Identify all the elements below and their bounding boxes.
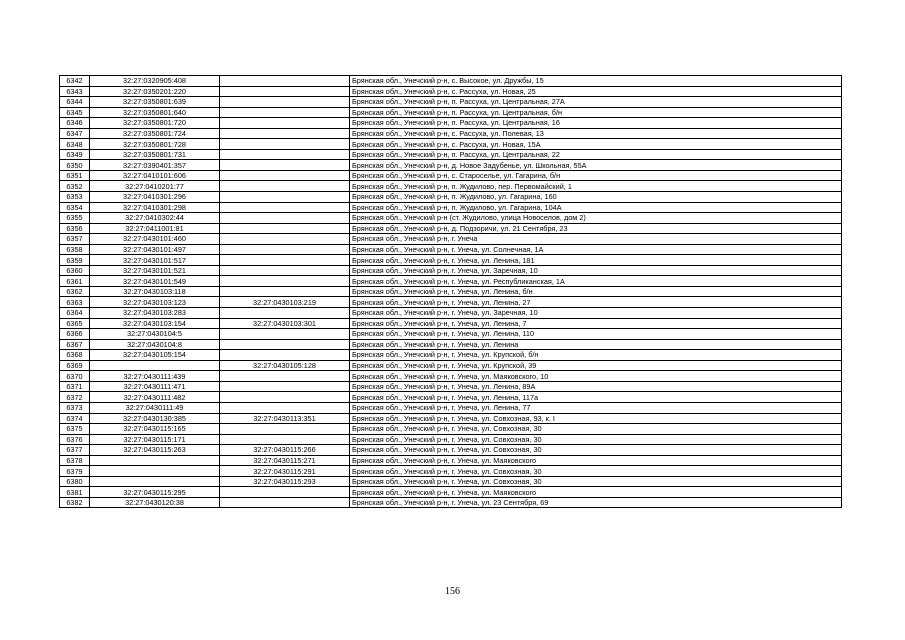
table-row: [60, 476, 842, 487]
parent-cadastral-number-cell: 32:27:0430115:271: [220, 455, 350, 466]
table-row: [60, 339, 842, 350]
parent-cadastral-number-cell: [220, 149, 350, 160]
row-number-cell: 6346: [60, 118, 90, 129]
address-cell: Брянская обл., Унечский р-н, г. Унеча, ул. Ленина, 89А: [350, 381, 842, 392]
row-number-cell: 6371: [60, 381, 90, 392]
row-number-cell: 6368: [60, 350, 90, 361]
row-number-cell: 6381: [60, 487, 90, 498]
table-row: [60, 118, 842, 129]
row-number-cell: 6356: [60, 223, 90, 234]
parent-cadastral-number-cell: [220, 350, 350, 361]
table-row: [60, 318, 842, 329]
cadastral-number-cell: 32:27:0350801:728: [90, 139, 220, 150]
address-cell: Брянская обл., Унечский р-н, г. Унеча, ул. Солнечная, 1А: [350, 244, 842, 255]
parent-cadastral-number-cell: [220, 392, 350, 403]
table-row: [60, 424, 842, 435]
parent-cadastral-number-cell: [220, 86, 350, 97]
cadastral-number-cell: [90, 466, 220, 477]
row-number-cell: 6359: [60, 255, 90, 266]
parent-cadastral-number-cell: [220, 118, 350, 129]
table-row: [60, 466, 842, 477]
cadastral-number-cell: 32:27:0410101:606: [90, 170, 220, 181]
table-row: [60, 371, 842, 382]
cadastral-number-cell: 32:27:0390401:357: [90, 160, 220, 171]
table-row: [60, 128, 842, 139]
cadastral-number-cell: [90, 455, 220, 466]
parent-cadastral-number-cell: [220, 107, 350, 118]
table-row: [60, 255, 842, 266]
row-number-cell: 6372: [60, 392, 90, 403]
address-cell: Брянская обл., Унечский р-н, г. Унеча: [350, 234, 842, 245]
row-number-cell: 6380: [60, 476, 90, 487]
table-row: [60, 170, 842, 181]
parent-cadastral-number-cell: [220, 339, 350, 350]
row-number-cell: 6347: [60, 128, 90, 139]
table-row: [60, 213, 842, 224]
address-cell: Брянская обл., Унечский р-н, г. Унеча, ул. Совхозная, 30: [350, 466, 842, 477]
address-cell: Брянская обл., Унечский р-н, с. Рассуха, ул. Полевая, 13: [350, 128, 842, 139]
address-cell: Брянская обл., Унечский р-н, г. Унеча, ул. Ленина, 7: [350, 318, 842, 329]
cadastral-number-cell: 32:27:0430115:295: [90, 487, 220, 498]
table-row: [60, 139, 842, 150]
row-number-cell: 6354: [60, 202, 90, 213]
address-cell: Брянская обл., Унечский р-н, г. Унеча, ул. Ленина, 117а: [350, 392, 842, 403]
cadastral-number-cell: 32:27:0320905:408: [90, 76, 220, 87]
address-cell: Брянская обл., Унечский р-н, г. Унеча, ул. Заречная, 10: [350, 265, 842, 276]
address-cell: Брянская обл., Унечский р-н, г. Унеча, ул. Совхозная, 30: [350, 476, 842, 487]
table-row: [60, 350, 842, 361]
address-cell: Брянская обл., Унечский р-н, с. Высокое, ул. Дружбы, 15: [350, 76, 842, 87]
parent-cadastral-number-cell: [220, 434, 350, 445]
address-cell: Брянская обл., Унечский р-н, г. Унеча, ул. Крупской, 39: [350, 360, 842, 371]
row-number-cell: 6350: [60, 160, 90, 171]
cadastral-number-cell: 32:27:0430103:154: [90, 318, 220, 329]
cadastral-number-cell: 32:27:0430101:460: [90, 234, 220, 245]
address-cell: Брянская обл., Унечский р-н, г. Унеча, ул. Совхозная, 30: [350, 434, 842, 445]
table-row: [60, 286, 842, 297]
parent-cadastral-number-cell: 32:27:0430105:128: [220, 360, 350, 371]
page-number: 156: [445, 586, 460, 597]
table-row: [60, 497, 842, 508]
parent-cadastral-number-cell: [220, 265, 350, 276]
table-row: [60, 308, 842, 319]
table-row: [60, 97, 842, 108]
address-cell: Брянская обл., Унечский р-н, п. Жудилово, пер. Первомайский, 1: [350, 181, 842, 192]
table-row: [60, 413, 842, 424]
parent-cadastral-number-cell: [220, 402, 350, 413]
cadastral-number-cell: 32:27:0411001:81: [90, 223, 220, 234]
row-number-cell: 6377: [60, 445, 90, 456]
parent-cadastral-number-cell: 32:27:0430103:219: [220, 297, 350, 308]
parent-cadastral-number-cell: 32:27:0430115:291: [220, 466, 350, 477]
address-cell: Брянская обл., Унечский р-н, с. Рассуха, ул. Новая, 15А: [350, 139, 842, 150]
row-number-cell: 6370: [60, 371, 90, 382]
address-cell: Брянская обл., Унечский р-н, с. Рассуха, ул. Новая, 25: [350, 86, 842, 97]
address-cell: Брянская обл., Унечский р-н, с. Староселье, ул. Гагарина, б/н: [350, 170, 842, 181]
row-number-cell: 6378: [60, 455, 90, 466]
row-number-cell: 6343: [60, 86, 90, 97]
cadastral-number-cell: 32:27:0430105:154: [90, 350, 220, 361]
cadastral-number-cell: [90, 360, 220, 371]
cadastral-number-cell: 32:27:0410301:298: [90, 202, 220, 213]
cadastral-number-cell: 32:27:0350801:731: [90, 149, 220, 160]
parent-cadastral-number-cell: [220, 286, 350, 297]
address-cell: Брянская обл., Унечский р-н, г. Унеча, ул. Крупской, б/н: [350, 350, 842, 361]
address-cell: Брянская обл., Унечский р-н, г. Унеча, ул. Ленина, 181: [350, 255, 842, 266]
row-number-cell: 6362: [60, 286, 90, 297]
parent-cadastral-number-cell: 32:27:0430103:301: [220, 318, 350, 329]
table-row: [60, 381, 842, 392]
cadastral-number-cell: 32:27:0430115:165: [90, 424, 220, 435]
address-cell: Брянская обл., Унечский р-н, п. Жудилово, ул. Гагарина, 104А: [350, 202, 842, 213]
cadastral-number-cell: [90, 476, 220, 487]
cadastral-number-cell: 32:27:0430103:123: [90, 297, 220, 308]
cadastral-number-cell: 32:27:0410302:44: [90, 213, 220, 224]
parent-cadastral-number-cell: [220, 308, 350, 319]
table-row: [60, 149, 842, 160]
parent-cadastral-number-cell: 32:27:0430115:266: [220, 445, 350, 456]
parent-cadastral-number-cell: 32:27:0430113:351: [220, 413, 350, 424]
table-row: [60, 434, 842, 445]
parent-cadastral-number-cell: [220, 128, 350, 139]
address-cell: Брянская обл., Унечский р-н, г. Унеча, ул. Заречная, 10: [350, 308, 842, 319]
parent-cadastral-number-cell: 32:27:0430115:293: [220, 476, 350, 487]
cadastral-number-cell: 32:27:0350801:724: [90, 128, 220, 139]
table-row: [60, 265, 842, 276]
row-number-cell: 6366: [60, 329, 90, 340]
table-row: [60, 297, 842, 308]
address-cell: Брянская обл., Унечский р-н, д. Подзоричи, ул. 21 Сентября, 23: [350, 223, 842, 234]
cadastral-number-cell: 32:27:0430101:517: [90, 255, 220, 266]
table-row: [60, 223, 842, 234]
address-cell: Брянская обл., Унечский р-н, г. Унеча, ул. Маяковского: [350, 487, 842, 498]
row-number-cell: 6357: [60, 234, 90, 245]
property-table: [59, 75, 842, 508]
address-cell: Брянская обл., Унечский р-н, п. Рассуха, ул. Центральная, 27А: [350, 97, 842, 108]
parent-cadastral-number-cell: [220, 234, 350, 245]
parent-cadastral-number-cell: [220, 329, 350, 340]
row-number-cell: 6376: [60, 434, 90, 445]
row-number-cell: 6360: [60, 265, 90, 276]
cadastral-number-cell: 32:27:0430103:118: [90, 286, 220, 297]
table-row: [60, 234, 842, 245]
parent-cadastral-number-cell: [220, 381, 350, 392]
address-cell: Брянская обл., Унечский р-н, г. Унеча, ул. Совхозная, 30: [350, 424, 842, 435]
parent-cadastral-number-cell: [220, 255, 350, 266]
cadastral-number-cell: 32:27:0350801:720: [90, 118, 220, 129]
table-row: [60, 455, 842, 466]
table-row: [60, 360, 842, 371]
row-number-cell: 6373: [60, 402, 90, 413]
cadastral-number-cell: 32:27:0430111:482: [90, 392, 220, 403]
row-number-cell: 6355: [60, 213, 90, 224]
parent-cadastral-number-cell: [220, 223, 350, 234]
parent-cadastral-number-cell: [220, 487, 350, 498]
row-number-cell: 6358: [60, 244, 90, 255]
table-row: [60, 445, 842, 456]
row-number-cell: 6365: [60, 318, 90, 329]
address-cell: Брянская обл., Унечский р-н, п. Жудилово, ул. Гагарина, 160: [350, 192, 842, 203]
table-row: [60, 244, 842, 255]
address-cell: Брянская обл., Унечский р-н, г. Унеча, ул. Ленина, 77: [350, 402, 842, 413]
row-number-cell: 6344: [60, 97, 90, 108]
address-cell: Брянская обл., Унечский р-н, г. Унеча, ул. Совхозная, 93, к. I: [350, 413, 842, 424]
table-row: [60, 402, 842, 413]
row-number-cell: 6361: [60, 276, 90, 287]
row-number-cell: 6375: [60, 424, 90, 435]
address-cell: Брянская обл., Унечский р-н (ст. Жудилово, улица Новоселов, дом 2): [350, 213, 842, 224]
parent-cadastral-number-cell: [220, 244, 350, 255]
cadastral-number-cell: 32:27:0350801:640: [90, 107, 220, 118]
parent-cadastral-number-cell: [220, 497, 350, 508]
table-row: [60, 181, 842, 192]
address-cell: Брянская обл., Унечский р-н, г. Унеча, ул. Маяковского: [350, 455, 842, 466]
address-cell: Брянская обл., Унечский р-н, г. Унеча, ул. Ленина, 27: [350, 297, 842, 308]
row-number-cell: 6382: [60, 497, 90, 508]
address-cell: Брянская обл., Унечский р-н, г. Унеча, ул. 23 Сентября, 69: [350, 497, 842, 508]
cadastral-number-cell: 32:27:0410201:77: [90, 181, 220, 192]
cadastral-number-cell: 32:27:0430104:5: [90, 329, 220, 340]
cadastral-number-cell: 32:27:0430101:521: [90, 265, 220, 276]
cadastral-number-cell: 32:27:0430115:263: [90, 445, 220, 456]
address-cell: Брянская обл., Унечский р-н, п. Рассуха, ул. Центральная, 22: [350, 149, 842, 160]
cadastral-number-cell: 32:27:0430101:497: [90, 244, 220, 255]
row-number-cell: 6345: [60, 107, 90, 118]
row-number-cell: 6349: [60, 149, 90, 160]
row-number-cell: 6369: [60, 360, 90, 371]
cadastral-number-cell: 32:27:0430101:549: [90, 276, 220, 287]
cadastral-number-cell: 32:27:0350201:220: [90, 86, 220, 97]
parent-cadastral-number-cell: [220, 371, 350, 382]
address-cell: Брянская обл., Унечский р-н, г. Унеча, ул. Маяковского, 10: [350, 371, 842, 382]
cadastral-number-cell: 32:27:0350801:639: [90, 97, 220, 108]
cadastral-number-cell: 32:27:0430120:38: [90, 497, 220, 508]
table-row: [60, 192, 842, 203]
parent-cadastral-number-cell: [220, 160, 350, 171]
parent-cadastral-number-cell: [220, 192, 350, 203]
table-row: [60, 487, 842, 498]
address-cell: Брянская обл., Унечский р-н, г. Унеча, ул. Республиканская, 1А: [350, 276, 842, 287]
row-number-cell: 6348: [60, 139, 90, 150]
row-number-cell: 6351: [60, 170, 90, 181]
cadastral-number-cell: 32:27:0430103:283: [90, 308, 220, 319]
parent-cadastral-number-cell: [220, 213, 350, 224]
parent-cadastral-number-cell: [220, 139, 350, 150]
table-row: [60, 76, 842, 87]
cadastral-number-cell: 32:27:0430111:439: [90, 371, 220, 382]
table-row: [60, 276, 842, 287]
address-cell: Брянская обл., Унечский р-н, г. Унеча, ул. Ленина: [350, 339, 842, 350]
address-cell: Брянская обл., Унечский р-н, д. Новое Задубенье, ул. Школьная, 55А: [350, 160, 842, 171]
parent-cadastral-number-cell: [220, 202, 350, 213]
address-cell: Брянская обл., Унечский р-н, г. Унеча, ул. Ленина, 110: [350, 329, 842, 340]
cadastral-number-cell: 32:27:0430104:8: [90, 339, 220, 350]
parent-cadastral-number-cell: [220, 181, 350, 192]
parent-cadastral-number-cell: [220, 76, 350, 87]
row-number-cell: 6379: [60, 466, 90, 477]
parent-cadastral-number-cell: [220, 97, 350, 108]
address-cell: Брянская обл., Унечский р-н, г. Унеча, ул. Совхозная, 30: [350, 445, 842, 456]
table-body: [60, 76, 842, 508]
row-number-cell: 6363: [60, 297, 90, 308]
parent-cadastral-number-cell: [220, 170, 350, 181]
row-number-cell: 6367: [60, 339, 90, 350]
table-row: [60, 329, 842, 340]
table-row: [60, 107, 842, 118]
cadastral-number-cell: 32:27:0430111:471: [90, 381, 220, 392]
cadastral-number-cell: 32:27:0430130:385: [90, 413, 220, 424]
cadastral-number-cell: 32:27:0430111:49: [90, 402, 220, 413]
row-number-cell: 6353: [60, 192, 90, 203]
address-cell: Брянская обл., Унечский р-н, п. Рассуха, ул. Центральная, б/н: [350, 107, 842, 118]
cadastral-number-cell: 32:27:0430115:171: [90, 434, 220, 445]
table-row: [60, 86, 842, 97]
row-number-cell: 6342: [60, 76, 90, 87]
table-row: [60, 160, 842, 171]
address-cell: Брянская обл., Унечский р-н, п. Рассуха, ул. Центральная, 16: [350, 118, 842, 129]
row-number-cell: 6352: [60, 181, 90, 192]
table-row: [60, 202, 842, 213]
address-cell: Брянская обл., Унечский р-н, г. Унеча, ул. Ленина, б/н: [350, 286, 842, 297]
row-number-cell: 6374: [60, 413, 90, 424]
table-row: [60, 392, 842, 403]
row-number-cell: 6364: [60, 308, 90, 319]
parent-cadastral-number-cell: [220, 276, 350, 287]
cadastral-number-cell: 32:27:0410301:296: [90, 192, 220, 203]
parent-cadastral-number-cell: [220, 424, 350, 435]
